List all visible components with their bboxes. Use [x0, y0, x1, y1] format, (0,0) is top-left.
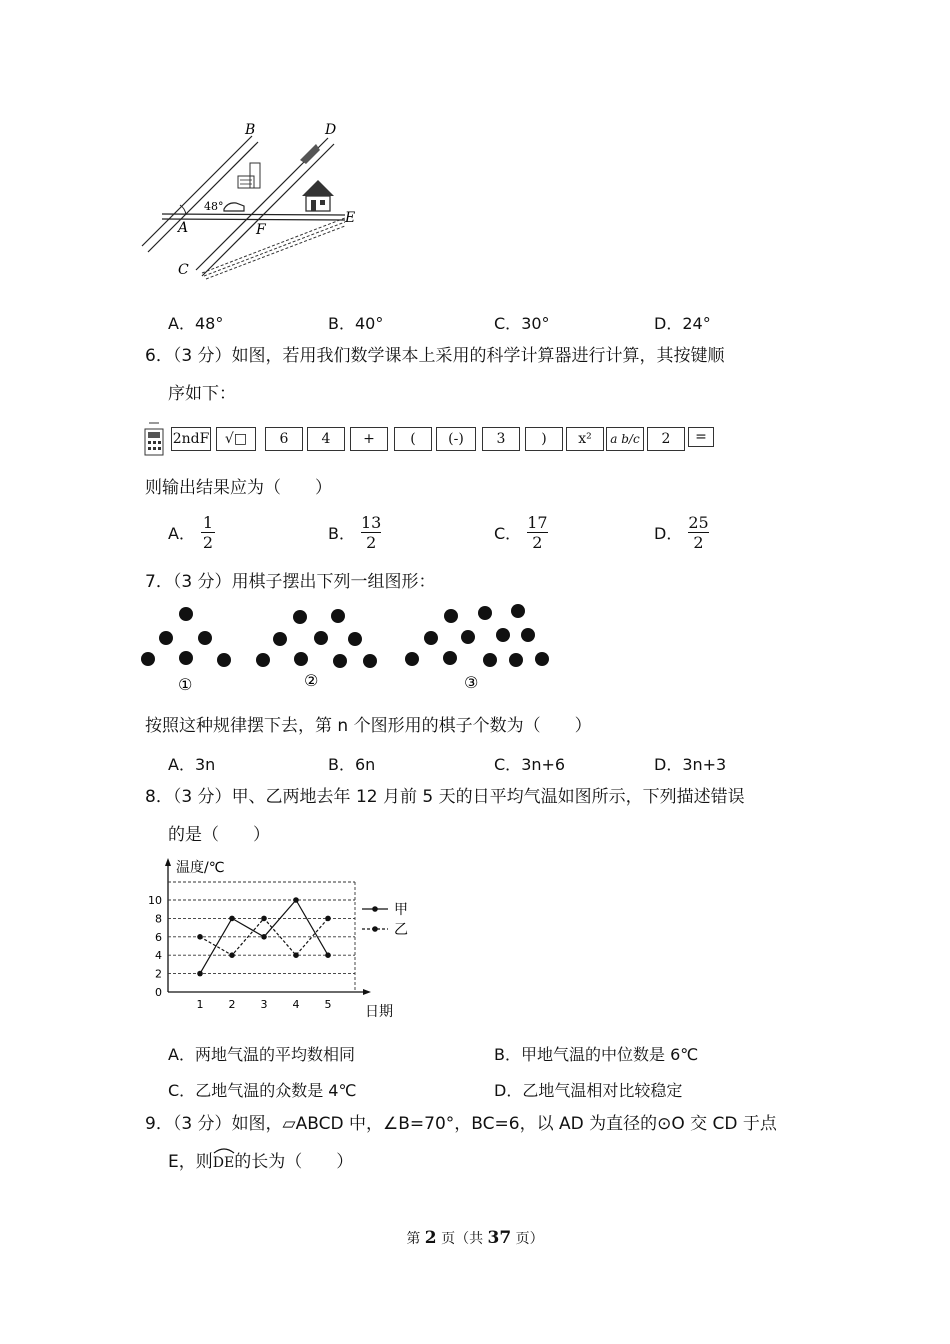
calc-key-2: 2 — [647, 427, 685, 451]
series-point-1 — [325, 916, 331, 922]
q8-option-c: C．乙地气温的众数是 4℃ — [168, 1081, 357, 1100]
series-point-0 — [293, 897, 299, 903]
y-tick-label: 10 — [148, 894, 162, 907]
q8-stem-line2: 的是（ ） — [168, 825, 270, 845]
page-footer: 第 2 页（共 37 页） — [406, 1228, 544, 1248]
legend-label-0: 甲 — [394, 902, 408, 918]
q5-option-a: A．48° — [168, 314, 224, 333]
x-axis-label: 日期 — [365, 1004, 393, 1020]
calc-key-3: 3 — [482, 427, 520, 451]
legend-label-1: 乙 — [394, 922, 408, 938]
angle-label: 48° — [204, 200, 224, 213]
q8-option-d: D．乙地气温相对比较稳定 — [494, 1081, 683, 1100]
series-point-1 — [229, 952, 235, 958]
q7-option-b: B．6n — [328, 755, 376, 774]
calc-key-open-paren: ( — [394, 427, 432, 451]
q7-dots-figure — [138, 598, 558, 698]
point-label-e: E — [345, 210, 356, 226]
q6-option-b: B． $\frac{13}{2}$ — [328, 513, 382, 552]
house-icon — [302, 180, 334, 211]
point-label-a: A — [178, 220, 189, 236]
q8-option-a: A．两地气温的平均数相同 — [168, 1045, 355, 1064]
calc-key-6: 6 — [265, 427, 303, 451]
q5-figure — [140, 118, 370, 283]
calc-key-sqrt: √□ — [216, 427, 256, 451]
series-point-0 — [325, 952, 331, 958]
y-axis-label: 温度/℃ — [176, 860, 225, 876]
calc-key-square: x² — [566, 427, 604, 451]
x-axis-arrow — [363, 989, 371, 995]
legend-marker-1 — [372, 926, 378, 932]
q7-option-a: A．3n — [168, 755, 216, 774]
pattern-label-3: ③ — [464, 673, 479, 692]
calc-key-plus: + — [350, 427, 388, 451]
q5-option-c: C．30° — [494, 314, 550, 333]
q7-question: 按照这种规律摆下去，第 n 个图形用的棋子个数为（ ） — [145, 716, 592, 736]
point-label-b: B — [245, 122, 256, 138]
q6-stem-line1: 6．（3 分）如图，若用我们数学课本上采用的科学计算器进行计算，其按键顺 — [145, 346, 725, 366]
total-pages: 37 — [487, 1228, 512, 1248]
arc-de-label: DE — [213, 1151, 234, 1173]
calc-key-negative: (-) — [436, 427, 476, 451]
calc-key-fraction: a b/c — [606, 427, 644, 451]
pattern-label-1: ① — [178, 675, 193, 694]
pattern-label-2: ② — [304, 671, 319, 690]
q6-option-d: D． $\frac{25}{2}$ — [654, 513, 709, 552]
y-tick-label: 0 — [155, 986, 162, 999]
q5-option-b: B．40° — [328, 314, 384, 333]
y-tick-label: 2 — [155, 967, 162, 981]
series-point-1 — [261, 916, 267, 922]
q6-option-c: C． $\frac{17}{2}$ — [494, 513, 548, 552]
temperature-chart — [140, 852, 430, 1022]
calculator-icon — [143, 419, 165, 457]
series-point-0 — [261, 934, 267, 940]
x-tick-label: 3 — [260, 998, 268, 1011]
calc-key-equals: = — [688, 427, 714, 447]
y-tick-label: 6 — [155, 930, 162, 944]
current-page: 2 — [424, 1228, 437, 1248]
q8-option-b: B．甲地气温的中位数是 6℃ — [494, 1045, 699, 1064]
y-tick-label: 8 — [155, 912, 162, 926]
pattern-1 — [141, 607, 231, 667]
q7-option-c: C．3n+6 — [494, 755, 566, 774]
y-axis-arrow — [165, 858, 171, 866]
pattern-3 — [405, 604, 549, 667]
q9-stem-line2: E，则 DE的长为（ ） — [168, 1151, 353, 1173]
calc-key-4: 4 — [307, 427, 345, 451]
arc-symbol-icon — [213, 1147, 235, 1154]
q6-question: 则输出结果应为（ ） — [145, 478, 332, 498]
q6-option-a: A． $\frac{1}{2}$ — [168, 513, 214, 552]
pattern-2 — [256, 609, 377, 668]
legend-marker-0 — [372, 906, 378, 912]
q9-stem-line1: 9．（3 分）如图，▱ABCD 中，∠B=70°，BC=6，以 AD 为直径的⊙O 交 CD 于点 — [145, 1114, 777, 1134]
q7-option-d: D．3n+3 — [654, 755, 727, 774]
q8-stem-line1: 8．（3 分）甲、乙两地去年 12 月前 5 天的日平均气温如图所示，下列描述错误 — [145, 787, 745, 807]
q7-stem: 7．（3 分）用棋子摆出下列一组图形： — [145, 572, 436, 592]
x-tick-label: 4 — [292, 998, 300, 1011]
calc-key-2ndf: 2ndF — [171, 427, 211, 451]
series-point-1 — [197, 934, 203, 940]
series-point-0 — [229, 916, 235, 922]
x-tick-label: 1 — [196, 998, 204, 1011]
x-tick-label: 5 — [324, 998, 332, 1011]
point-label-c: C — [178, 262, 189, 278]
y-tick-label: 4 — [155, 949, 162, 963]
car-icon — [224, 203, 244, 211]
q6-stem-line2: 序如下： — [168, 384, 236, 404]
x-tick-label: 2 — [228, 998, 236, 1011]
series-point-0 — [197, 971, 203, 977]
series-point-1 — [293, 952, 299, 958]
q5-option-d: D．24° — [654, 314, 711, 333]
point-label-d: D — [325, 122, 337, 138]
point-label-f: F — [256, 222, 266, 238]
building-icon — [238, 163, 260, 188]
calc-key-close-paren: ) — [525, 427, 563, 451]
